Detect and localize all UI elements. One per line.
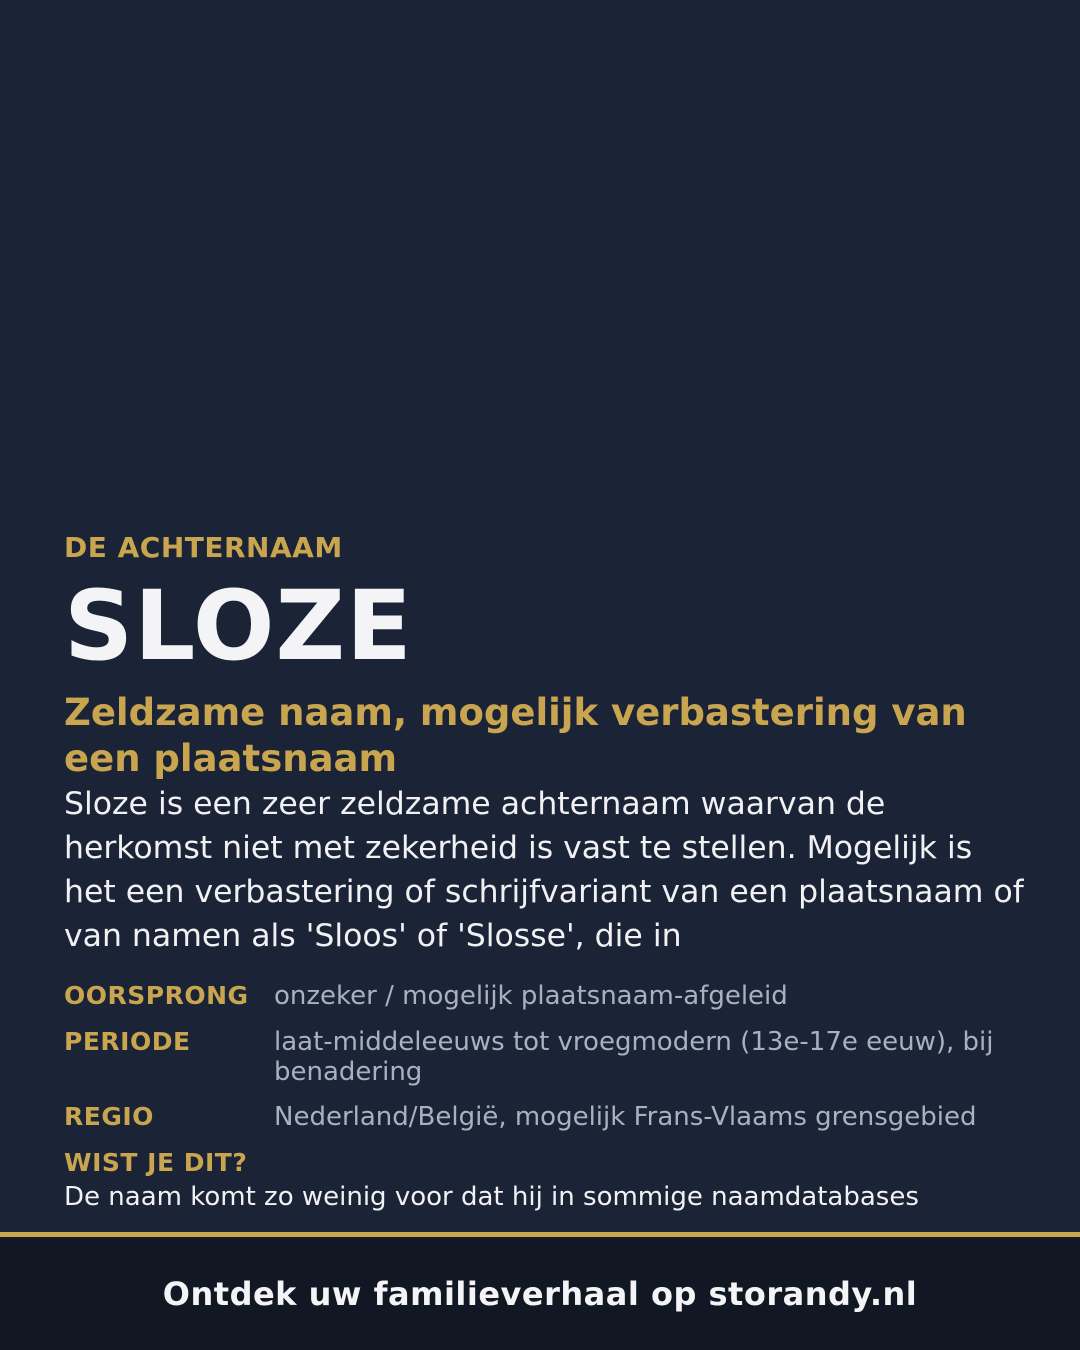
surname-description: Sloze is een zeer zeldzame achternaam waarvan de herkomst niet met zekerheid is vast te stellen. Mogelijk is het een verbastering of schrijfvariant van een plaatsnaam of van namen als 'Sloos' of 'Slosse', die in [64, 786, 1024, 954]
did-you-know-text: De naam komt zo weinig voor dat hij in sommige naamdatabases [64, 1182, 919, 1212]
footer-banner [0, 1232, 1080, 1350]
fact-row-period [64, 1026, 1024, 1087]
fact-row-region [64, 1101, 1024, 1133]
facts-list [64, 980, 1024, 1133]
footer-cta[interactable]: Ontdek uw familieverhaal op storandy.nl [162, 1274, 918, 1313]
did-you-know-label: WIST JE DIT? [64, 1148, 248, 1177]
surname-title: SLOZE [64, 570, 413, 682]
fact-value: laat-middeleeuws tot vroegmodern (13e-17e eeuw), bij benadering [274, 1027, 994, 1087]
fact-label: PERIODE [64, 1027, 191, 1056]
fact-row-origin [64, 980, 1024, 1012]
fact-value: onzeker / mogelijk plaatsnaam-afgeleid [274, 981, 788, 1011]
fact-value: Nederland/België, mogelijk Frans-Vlaams grensgebied [274, 1102, 977, 1132]
eyebrow-label: DE ACHTERNAAM [64, 531, 343, 564]
surname-subtitle: Zeldzame naam, mogelijk verbastering van een plaatsnaam [64, 691, 967, 780]
surname-card [64, 530, 1024, 1215]
fact-label: REGIO [64, 1102, 154, 1131]
fact-label: OORSPRONG [64, 981, 249, 1010]
